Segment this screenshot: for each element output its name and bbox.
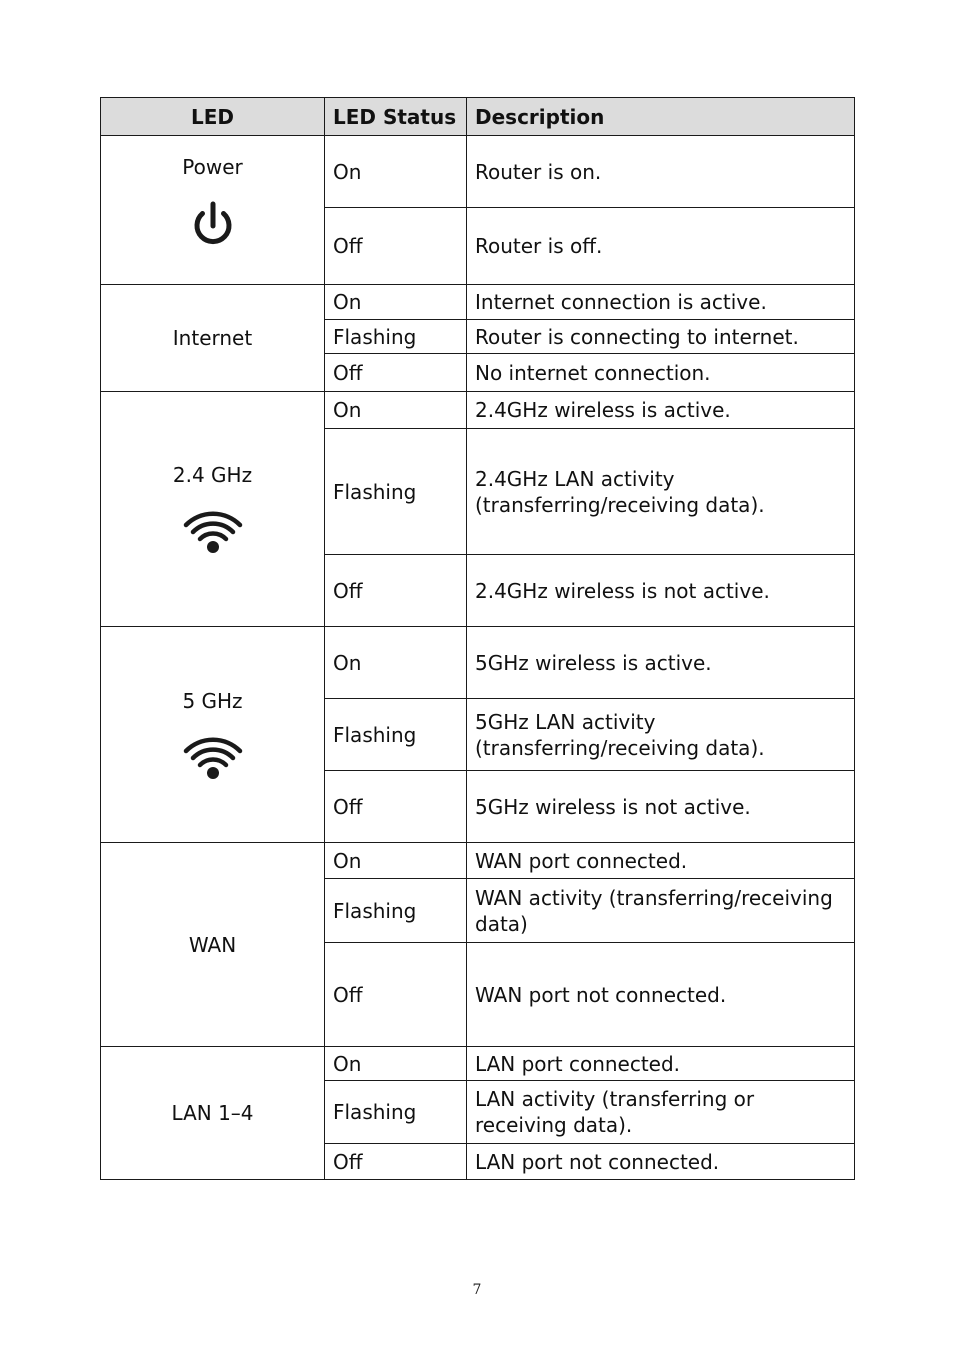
header-description: Description	[467, 98, 855, 136]
description-cell: Router is connecting to internet.	[467, 320, 855, 354]
status-cell: On	[325, 392, 467, 429]
description-cell: Router is on.	[467, 136, 855, 208]
description-cell: 5GHz LAN activity (transferring/receiving data).	[467, 699, 855, 771]
header-led: LED	[101, 98, 325, 136]
status-cell: On	[325, 285, 467, 320]
led-name-cell	[101, 627, 325, 843]
table-row	[101, 285, 855, 320]
description-cell: WAN activity (transferring/receiving data)	[467, 879, 855, 943]
status-cell: Off	[325, 771, 467, 843]
status-cell: Flashing	[325, 879, 467, 943]
led-name-cell	[101, 136, 325, 285]
status-cell: Off	[325, 208, 467, 285]
status-cell: Flashing	[325, 1081, 467, 1144]
page-number: 7	[472, 1282, 482, 1298]
table-row	[101, 136, 855, 208]
status-cell: Flashing	[325, 699, 467, 771]
header-led-status: LED Status	[325, 98, 467, 136]
status-cell: On	[325, 627, 467, 699]
table-row	[101, 392, 855, 429]
description-cell: LAN activity (transferring or receiving data).	[467, 1081, 855, 1144]
description-cell: WAN port not connected.	[467, 943, 855, 1047]
description-cell: 5GHz wireless is not active.	[467, 771, 855, 843]
led-name: Power	[182, 155, 243, 179]
led-name: 2.4 GHz	[172, 463, 253, 487]
led-name: 5 GHz	[182, 688, 243, 713]
description-cell: Internet connection is active.	[467, 285, 855, 320]
description-cell: No internet connection.	[467, 354, 855, 392]
description-cell: 2.4GHz wireless is not active.	[467, 555, 855, 627]
description-cell: 2.4GHz wireless is active.	[467, 392, 855, 429]
table-row	[101, 843, 855, 879]
status-cell: Off	[325, 943, 467, 1047]
led-name-cell	[101, 1047, 325, 1180]
led-name: LAN 1–4	[171, 1101, 254, 1125]
description-cell: 5GHz wireless is active.	[467, 627, 855, 699]
status-cell: On	[325, 1047, 467, 1081]
description-cell: 2.4GHz LAN activity (transferring/receiving data).	[467, 429, 855, 555]
status-cell: On	[325, 136, 467, 208]
power-icon	[188, 194, 238, 254]
wifi-icon	[182, 736, 244, 782]
description-cell: LAN port not connected.	[467, 1144, 855, 1180]
led-name: WAN	[188, 932, 237, 957]
status-cell: Off	[325, 354, 467, 392]
status-cell: On	[325, 843, 467, 879]
description-cell: LAN port connected.	[467, 1047, 855, 1081]
description-cell: WAN port connected.	[467, 843, 855, 879]
table-row	[101, 1047, 855, 1081]
led-status-table	[100, 97, 855, 1180]
status-cell: Flashing	[325, 429, 467, 555]
led-name-cell	[101, 843, 325, 1047]
status-cell: Off	[325, 1144, 467, 1180]
table-row	[101, 627, 855, 699]
led-name-cell	[101, 285, 325, 392]
led-name-cell	[101, 392, 325, 627]
status-cell: Off	[325, 555, 467, 627]
table-header-row	[101, 98, 855, 136]
description-cell: Router is off.	[467, 208, 855, 285]
wifi-icon	[182, 510, 244, 556]
led-name: Internet	[172, 326, 253, 350]
status-cell: Flashing	[325, 320, 467, 354]
